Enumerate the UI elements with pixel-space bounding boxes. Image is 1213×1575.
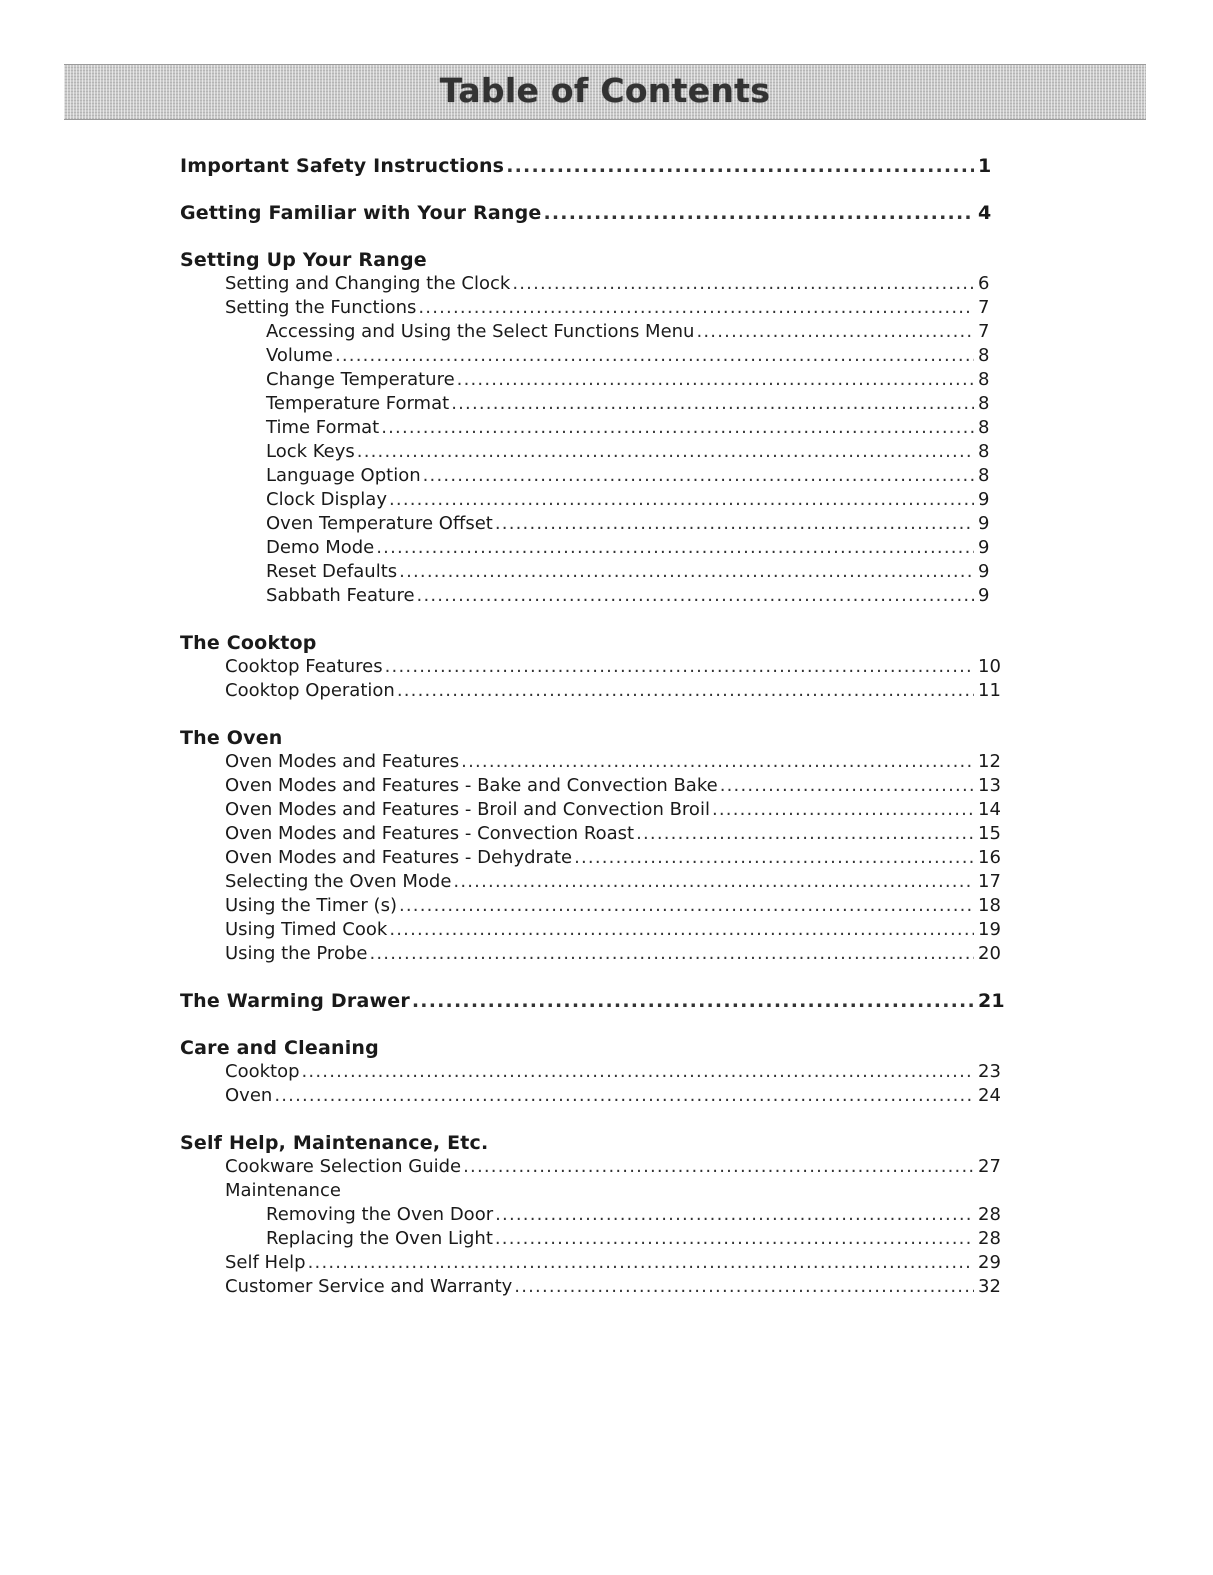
page-number: 9	[978, 513, 990, 534]
section-heading	[180, 1036, 1000, 1060]
dot-leader	[389, 488, 974, 512]
dot-leader	[412, 989, 974, 1013]
page-number: 8	[978, 345, 990, 366]
page-number: 28	[978, 1204, 1001, 1225]
section-heading-text: The Warming Drawer	[180, 990, 410, 1012]
dot-leader	[369, 942, 974, 966]
toc-entry-text: Language Option	[266, 465, 421, 486]
toc-entry	[180, 1155, 1000, 1179]
toc-entry	[180, 655, 1000, 679]
page-number: 17	[978, 871, 1001, 892]
toc-entry-text: Setting the Functions	[225, 297, 417, 318]
section-heading-text: The Cooktop	[180, 632, 317, 654]
page-number: 32	[978, 1276, 1001, 1297]
page-number: 10	[978, 656, 1001, 677]
toc-entry-text: Maintenance	[225, 1180, 341, 1201]
dot-leader	[417, 584, 974, 608]
toc-entry	[180, 1227, 1000, 1251]
toc-entry	[180, 272, 1000, 296]
toc-entry-text: Sabbath Feature	[266, 585, 415, 606]
toc-entry	[180, 1179, 1000, 1203]
toc-entry	[180, 416, 1000, 440]
dot-leader	[335, 344, 974, 368]
dot-leader	[399, 894, 974, 918]
toc-entry-text: Using the Timer (s)	[225, 895, 397, 916]
dot-leader	[506, 154, 974, 178]
dot-leader	[381, 416, 974, 440]
toc-entry	[180, 846, 1000, 870]
page-title: Table of Contents	[439, 71, 771, 110]
page-number: 12	[978, 751, 1001, 772]
page-number: 11	[978, 680, 1001, 701]
toc-entry	[180, 894, 1000, 918]
section-heading	[180, 201, 1000, 225]
section-heading	[180, 1131, 1000, 1155]
toc-entry	[180, 942, 1000, 966]
section-heading-text: Setting Up Your Range	[180, 249, 427, 271]
dot-leader	[389, 918, 974, 942]
dot-leader	[543, 201, 974, 225]
section-heading-text: The Oven	[180, 727, 283, 749]
page-number: 7	[978, 297, 990, 318]
page-number: 20	[978, 943, 1001, 964]
toc-entry	[180, 488, 1000, 512]
toc-entry-text: Oven	[225, 1085, 273, 1106]
toc-entry	[180, 1203, 1000, 1227]
toc-entry-text: Using the Probe	[225, 943, 368, 964]
title-banner	[64, 64, 1146, 120]
toc-entry	[180, 1275, 1000, 1299]
toc-entry	[180, 822, 1000, 846]
toc-entry	[180, 1084, 1000, 1108]
section-heading-text: Self Help, Maintenance, Etc.	[180, 1132, 489, 1154]
toc-entry-text: Oven Modes and Features - Convection Roast	[225, 823, 635, 844]
section-heading	[180, 248, 1000, 272]
dot-leader	[574, 846, 974, 870]
toc-entry-text: Self Help	[225, 1252, 306, 1273]
section-heading-text: Important Safety Instructions	[180, 155, 505, 177]
dot-leader	[696, 320, 974, 344]
dot-leader	[512, 272, 974, 296]
page-number: 14	[978, 799, 1001, 820]
toc-entry-text: Clock Display	[266, 489, 387, 510]
dot-leader	[418, 296, 974, 320]
toc-entry	[180, 918, 1000, 942]
page-number: 19	[978, 919, 1001, 940]
toc-entry-text: Lock Keys	[266, 441, 355, 462]
page-number: 15	[978, 823, 1001, 844]
toc-entry	[180, 296, 1000, 320]
page-number: 8	[978, 369, 990, 390]
page-number: 16	[978, 847, 1001, 868]
toc-entry-text: Using Timed Cook	[225, 919, 388, 940]
page-number: 9	[978, 537, 990, 558]
toc-entry	[180, 774, 1000, 798]
toc-entry-text: Volume	[266, 345, 333, 366]
dot-leader	[399, 560, 974, 584]
toc-entry-text: Oven Modes and Features	[225, 751, 460, 772]
toc-entry	[180, 536, 1000, 560]
page-number: 8	[978, 465, 990, 486]
toc-entry-text: Setting and Changing the Clock	[225, 273, 511, 294]
toc-entry-text: Cookware Selection Guide	[225, 1156, 462, 1177]
section-heading	[180, 631, 1000, 655]
dot-leader	[514, 1275, 974, 1299]
toc-entry	[180, 560, 1000, 584]
dot-leader	[274, 1084, 974, 1108]
page-number: 8	[978, 417, 990, 438]
toc-entry-text: Selecting the Oven Mode	[225, 871, 452, 892]
toc-entry-text: Accessing and Using the Select Functions Menu	[266, 321, 695, 342]
dot-leader	[453, 870, 974, 894]
toc-entry-text: Oven Modes and Features - Dehydrate	[225, 847, 573, 868]
toc-entry-text: Removing the Oven Door	[266, 1204, 494, 1225]
page-number: 24	[978, 1085, 1001, 1106]
section-heading	[180, 989, 1005, 1013]
toc-entry	[180, 440, 1000, 464]
dot-leader	[397, 679, 974, 703]
section-heading-text: Care and Cleaning	[180, 1037, 379, 1059]
toc-entry-text: Reset Defaults	[266, 561, 398, 582]
page-number: 8	[978, 393, 990, 414]
dot-leader	[376, 536, 974, 560]
dot-leader	[451, 392, 974, 416]
toc-entry	[180, 584, 1000, 608]
page-number: 18	[978, 895, 1001, 916]
dot-leader	[495, 512, 974, 536]
page-number: 21	[978, 990, 1005, 1012]
dot-leader	[720, 774, 974, 798]
toc-entry-text: Change Temperature	[266, 369, 455, 390]
toc-entry-text: Time Format	[266, 417, 380, 438]
dot-leader	[712, 798, 974, 822]
page-number: 1	[978, 155, 992, 177]
toc-entry	[180, 512, 1000, 536]
toc-entry	[180, 870, 1000, 894]
dot-leader	[302, 1060, 974, 1084]
dot-leader	[461, 750, 974, 774]
table-of-contents	[180, 154, 1005, 1299]
toc-entry-text: Cooktop	[225, 1061, 300, 1082]
toc-entry-text: Oven Modes and Features - Broil and Convection Broil	[225, 799, 710, 820]
dot-leader	[636, 822, 974, 846]
page-number: 9	[978, 585, 990, 606]
page-number: 29	[978, 1252, 1001, 1273]
toc-entry-text: Cooktop Operation	[225, 680, 395, 701]
toc-entry	[180, 368, 1000, 392]
section-heading	[180, 726, 1000, 750]
page-number: 9	[978, 489, 990, 510]
page-number: 13	[978, 775, 1001, 796]
toc-entry-text: Oven Modes and Features - Bake and Convection Bake	[225, 775, 718, 796]
dot-leader	[308, 1251, 974, 1275]
page-number: 6	[978, 273, 990, 294]
page-number: 7	[978, 321, 990, 342]
toc-entry-text: Temperature Format	[266, 393, 450, 414]
page-number: 28	[978, 1228, 1001, 1249]
dot-leader	[495, 1227, 974, 1251]
toc-entry	[180, 750, 1000, 774]
toc-entry	[180, 1251, 1000, 1275]
toc-entry-text: Demo Mode	[266, 537, 375, 558]
page-number: 8	[978, 441, 990, 462]
dot-leader	[423, 464, 974, 488]
toc-entry	[180, 344, 1000, 368]
section-heading-text: Getting Familiar with Your Range	[180, 202, 542, 224]
toc-entry-text: Customer Service and Warranty	[225, 1276, 513, 1297]
dot-leader	[457, 368, 974, 392]
dot-leader	[385, 655, 974, 679]
toc-entry-text: Oven Temperature Offset	[266, 513, 493, 534]
toc-entry	[180, 464, 1000, 488]
toc-entry	[180, 1060, 1000, 1084]
dot-leader	[463, 1155, 974, 1179]
toc-entry	[180, 320, 1000, 344]
page-number: 27	[978, 1156, 1001, 1177]
toc-entry	[180, 798, 1000, 822]
toc-entry-text: Cooktop Features	[225, 656, 383, 677]
section-heading	[180, 154, 1000, 178]
page-number: 23	[978, 1061, 1001, 1082]
toc-entry-text: Replacing the Oven Light	[266, 1228, 493, 1249]
page-number: 9	[978, 561, 990, 582]
dot-leader	[357, 440, 974, 464]
toc-entry	[180, 679, 1000, 703]
dot-leader	[495, 1203, 974, 1227]
toc-entry	[180, 392, 1000, 416]
page-number: 4	[978, 202, 992, 224]
